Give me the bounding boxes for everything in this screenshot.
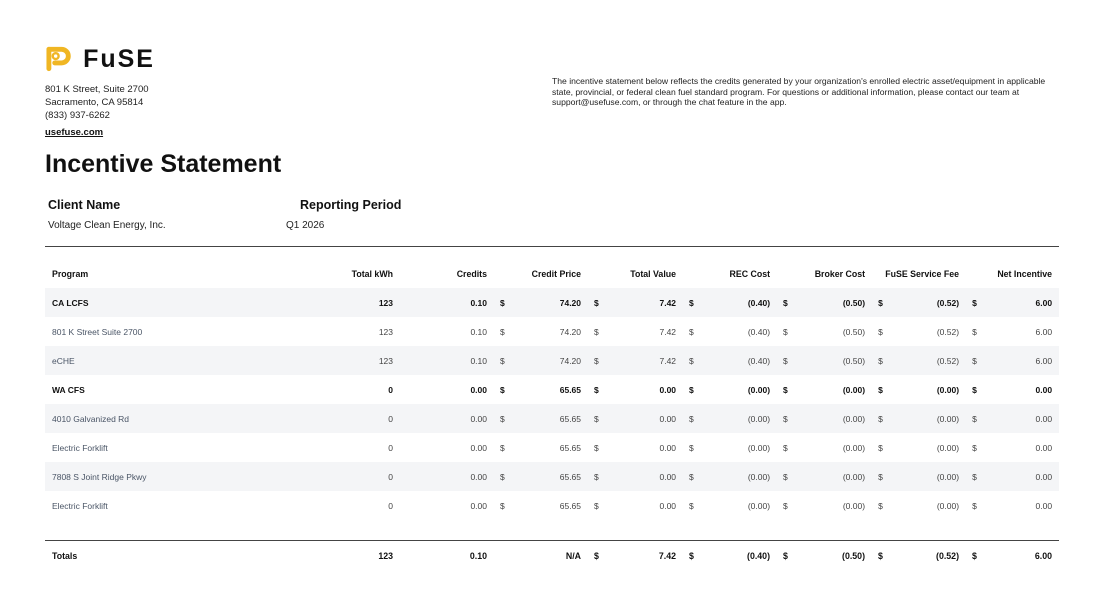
reporting-period-value: Q1 2026 xyxy=(286,220,325,231)
credits-cell: 0.10 xyxy=(400,346,494,375)
currency-symbol: $ xyxy=(500,442,505,453)
website-link[interactable]: usefuse.com xyxy=(45,127,104,138)
net-incentive-cell: 6.00 xyxy=(984,346,1059,375)
address-phone: (833) 937-6262 xyxy=(45,110,110,121)
currency-symbol: $ xyxy=(872,288,890,317)
program-cell: 4010 Galvanized Rd xyxy=(45,404,305,433)
currency-symbol: $ xyxy=(878,500,883,511)
table-row xyxy=(45,462,1059,491)
net-incentive-cell: 0.00 xyxy=(984,462,1059,491)
program-cell: Electric Forklift xyxy=(52,442,108,453)
currency-symbol: $ xyxy=(872,462,890,491)
currency-symbol: $ xyxy=(494,404,512,433)
currency-symbol: $ xyxy=(972,442,977,453)
currency-symbol: $ xyxy=(783,442,788,453)
total-value-cell: 0.00 xyxy=(659,500,677,511)
credit-price-cell: 74.20 xyxy=(512,288,588,317)
totals-net: 6.00 xyxy=(1034,551,1052,561)
totals-fee: (0.52) xyxy=(936,551,959,561)
program-cell: CA LCFS xyxy=(45,288,305,317)
service-fee-cell: (0.00) xyxy=(936,384,960,395)
totals-kwh: 123 xyxy=(378,551,393,561)
program-cell: 7808 S Joint Ridge Pkwy xyxy=(45,462,305,491)
kwh-cell: 0 xyxy=(388,500,393,511)
header-divider xyxy=(45,246,1059,247)
rec-cost-cell: (0.00) xyxy=(747,442,771,453)
net-incentive-cell: 6.00 xyxy=(984,288,1059,317)
col-header-total-value: Total Value xyxy=(630,269,677,279)
total-value-cell: 0.00 xyxy=(659,384,677,395)
currency-symbol: $ xyxy=(777,288,795,317)
col-header-service-fee: FuSE Service Fee xyxy=(885,269,960,279)
credit-price-cell: 74.20 xyxy=(512,346,588,375)
currency-symbol: $ xyxy=(878,442,883,453)
broker-cost-cell: (0.00) xyxy=(842,442,866,453)
client-name-value: Voltage Clean Energy, Inc. xyxy=(48,220,166,231)
totals-broker: (0.50) xyxy=(842,551,865,561)
credit-price-cell: 65.65 xyxy=(559,500,582,511)
total-value-cell: 0.00 xyxy=(606,404,683,433)
address-street: 801 K Street, Suite 2700 xyxy=(45,84,149,95)
total-value-cell: 0.00 xyxy=(659,442,677,453)
rec-cost-cell: (0.00) xyxy=(747,500,771,511)
credit-price-cell: 65.65 xyxy=(559,442,582,453)
col-header-program: Program xyxy=(52,269,89,279)
credits-cell: 0.00 xyxy=(470,384,487,395)
currency-symbol: $ xyxy=(972,551,977,561)
company-address xyxy=(45,83,149,122)
currency-symbol: $ xyxy=(878,551,883,561)
kwh-cell: 0 xyxy=(305,404,400,433)
kwh-cell: 123 xyxy=(305,346,400,375)
rec-cost-cell: (0.40) xyxy=(701,346,777,375)
currency-symbol: $ xyxy=(972,326,977,337)
currency-symbol: $ xyxy=(494,462,512,491)
service-fee-cell: (0.52) xyxy=(890,346,966,375)
currency-symbol: $ xyxy=(872,404,890,433)
col-header-credits: Credits xyxy=(456,269,487,279)
total-value-cell: 7.42 xyxy=(606,288,683,317)
currency-symbol: $ xyxy=(594,551,599,561)
table-row xyxy=(45,346,1059,375)
currency-symbol: $ xyxy=(683,462,701,491)
currency-symbol: $ xyxy=(500,384,505,395)
credit-price-cell: 65.65 xyxy=(559,384,582,395)
kwh-cell: 0 xyxy=(388,442,393,453)
col-header-kwh: Total kWh xyxy=(351,269,393,279)
reporting-period-label: Reporting Period xyxy=(300,198,402,212)
currency-symbol: $ xyxy=(783,326,788,337)
net-incentive-cell: 6.00 xyxy=(1035,326,1053,337)
rec-cost-cell: (0.00) xyxy=(701,404,777,433)
credit-price-cell: 65.65 xyxy=(512,404,588,433)
fuse-logo xyxy=(45,43,155,75)
credits-cell: 0.10 xyxy=(400,288,494,317)
total-value-cell: 7.42 xyxy=(659,326,677,337)
credit-price-cell: 74.20 xyxy=(559,326,582,337)
broker-cost-cell: (0.50) xyxy=(795,346,872,375)
rec-cost-cell: (0.00) xyxy=(747,384,771,395)
credits-cell: 0.10 xyxy=(470,326,487,337)
currency-symbol: $ xyxy=(594,500,599,511)
total-value-cell: 0.00 xyxy=(606,462,683,491)
currency-symbol: $ xyxy=(777,346,795,375)
rec-cost-cell: (0.40) xyxy=(701,288,777,317)
currency-symbol: $ xyxy=(783,384,788,395)
table-header-row xyxy=(45,260,1059,288)
currency-symbol: $ xyxy=(588,462,606,491)
totals-row xyxy=(45,542,1059,570)
program-cell: 801 K Street Suite 2700 xyxy=(52,326,143,337)
broker-cost-cell: (0.50) xyxy=(842,326,866,337)
currency-symbol: $ xyxy=(494,288,512,317)
incentive-table xyxy=(45,260,1059,520)
currency-symbol: $ xyxy=(689,326,694,337)
net-incentive-cell: 0.00 xyxy=(1035,500,1053,511)
broker-cost-cell: (0.00) xyxy=(795,462,872,491)
currency-symbol: $ xyxy=(683,288,701,317)
net-incentive-cell: 0.00 xyxy=(1035,384,1053,395)
credit-price-cell: 65.65 xyxy=(512,462,588,491)
currency-symbol: $ xyxy=(689,551,694,561)
kwh-cell: 123 xyxy=(305,288,400,317)
address-city: Sacramento, CA 95814 xyxy=(45,97,144,108)
totals-rec: (0.40) xyxy=(747,551,770,561)
currency-symbol: $ xyxy=(966,288,984,317)
kwh-cell: 0 xyxy=(388,384,393,395)
broker-cost-cell: (0.00) xyxy=(842,384,866,395)
credits-cell: 0.00 xyxy=(470,500,487,511)
brand-name: FuSE xyxy=(83,45,155,73)
currency-symbol: $ xyxy=(594,384,599,395)
rec-cost-cell: (0.00) xyxy=(701,462,777,491)
currency-symbol: $ xyxy=(494,346,512,375)
currency-symbol: $ xyxy=(500,326,505,337)
page-title: Incentive Statement xyxy=(45,150,282,178)
service-fee-cell: (0.00) xyxy=(936,442,960,453)
kwh-cell: 0 xyxy=(305,462,400,491)
table-row xyxy=(45,375,1059,404)
currency-symbol: $ xyxy=(689,442,694,453)
currency-symbol: $ xyxy=(872,346,890,375)
service-fee-cell: (0.52) xyxy=(936,326,960,337)
currency-symbol: $ xyxy=(966,404,984,433)
net-incentive-cell: 0.00 xyxy=(1035,442,1053,453)
currency-symbol: $ xyxy=(588,346,606,375)
program-cell: WA CFS xyxy=(52,384,85,395)
currency-symbol: $ xyxy=(594,326,599,337)
currency-symbol: $ xyxy=(966,462,984,491)
client-name-label: Client Name xyxy=(48,198,121,212)
col-header-net-incentive: Net Incentive xyxy=(997,269,1053,279)
table-row xyxy=(45,404,1059,433)
col-header-rec-cost: REC Cost xyxy=(729,269,771,279)
table-row xyxy=(45,317,1059,346)
table-row xyxy=(45,491,1059,520)
table-row xyxy=(45,433,1059,462)
currency-symbol: $ xyxy=(878,326,883,337)
currency-symbol: $ xyxy=(500,500,505,511)
totals-label: Totals xyxy=(52,551,78,561)
service-fee-cell: (0.00) xyxy=(890,404,966,433)
currency-symbol: $ xyxy=(783,551,788,561)
program-cell: Electric Forklift xyxy=(52,500,108,511)
totals-divider xyxy=(45,540,1059,541)
credits-cell: 0.00 xyxy=(400,404,494,433)
broker-cost-cell: (0.00) xyxy=(842,500,866,511)
currency-symbol: $ xyxy=(972,500,977,511)
table-row xyxy=(45,288,1059,317)
currency-symbol: $ xyxy=(588,288,606,317)
total-value-cell: 7.42 xyxy=(606,346,683,375)
currency-symbol: $ xyxy=(777,404,795,433)
currency-symbol: $ xyxy=(683,346,701,375)
currency-symbol: $ xyxy=(777,462,795,491)
credits-cell: 0.00 xyxy=(470,442,487,453)
currency-symbol: $ xyxy=(972,384,977,395)
service-fee-cell: (0.00) xyxy=(890,462,966,491)
totals-table xyxy=(45,542,1059,570)
credits-cell: 0.00 xyxy=(400,462,494,491)
kwh-cell: 123 xyxy=(378,326,393,337)
col-header-broker-cost: Broker Cost xyxy=(814,269,866,279)
statement-notice: The incentive statement below reflects the credits generated by your organization's enrolled electric asset/equipment in applicable state, provincial, or federal clean fuel standard program. For questions or additional information, please contact our team at support@usefuse.com, or through the chat feature in the app. xyxy=(552,76,1046,107)
currency-symbol: $ xyxy=(689,500,694,511)
totals-credit-price: N/A xyxy=(565,551,581,561)
currency-symbol: $ xyxy=(966,346,984,375)
currency-symbol: $ xyxy=(594,442,599,453)
broker-cost-cell: (0.50) xyxy=(795,288,872,317)
currency-symbol: $ xyxy=(878,384,883,395)
currency-symbol: $ xyxy=(783,500,788,511)
currency-symbol: $ xyxy=(689,384,694,395)
totals-credits: 0.10 xyxy=(469,551,487,561)
totals-value: 7.42 xyxy=(658,551,676,561)
program-cell: eCHE xyxy=(45,346,305,375)
fuse-plug-logo-icon xyxy=(45,43,76,75)
rec-cost-cell: (0.40) xyxy=(747,326,771,337)
currency-symbol: $ xyxy=(588,404,606,433)
net-incentive-cell: 0.00 xyxy=(984,404,1059,433)
broker-cost-cell: (0.00) xyxy=(795,404,872,433)
service-fee-cell: (0.52) xyxy=(890,288,966,317)
col-header-credit-price: Credit Price xyxy=(531,269,582,279)
currency-symbol: $ xyxy=(683,404,701,433)
service-fee-cell: (0.00) xyxy=(936,500,960,511)
